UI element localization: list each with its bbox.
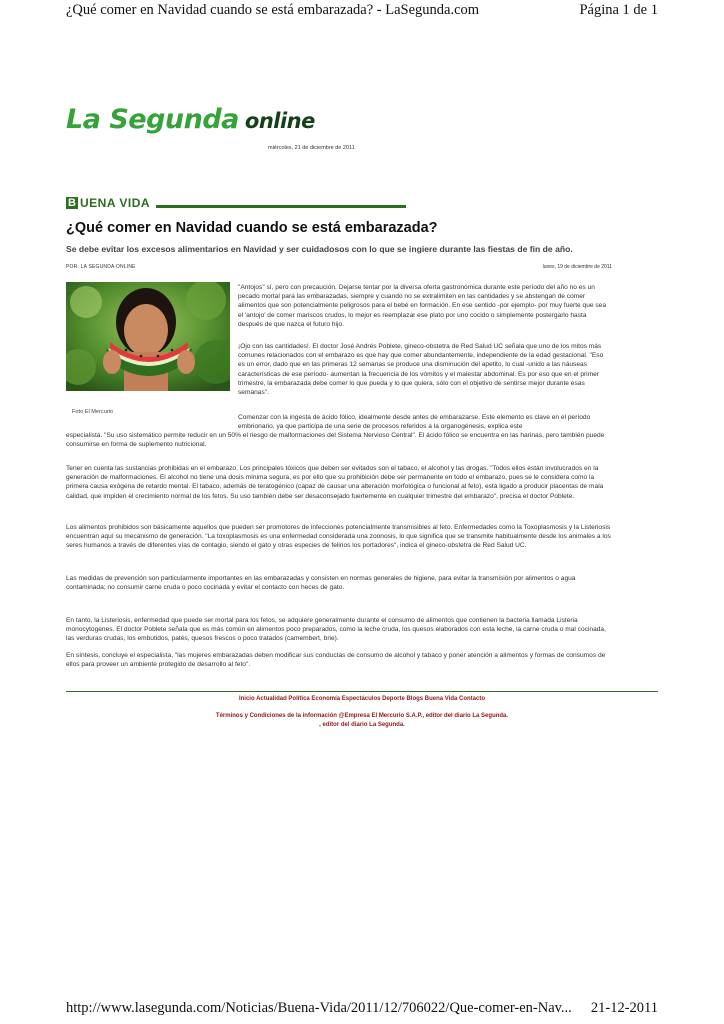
logo-suffix-text: online <box>244 109 315 133</box>
article-paragraph: Las medidas de prevención son particularmente importantes en las embarazadas y consisten en normas generales de higiene, para evitar la transmisión por alimentos o agua contaminada; no consumir carne cruda o poco cocinada y evitar el contacto con heces de gato. <box>66 575 576 592</box>
article-paragraph: especialista. "Su uso sistemático permite reducir en un 50% el riesgo de malformaciones del Sistema Nervioso Central". El ácido fólico se encuentra en las harinas, pero también puede consumirse en forma de suplemento nutricional. <box>66 432 605 449</box>
footer-nav-links[interactable]: Inicio Actualidad Política Economía Espectáculos Deporte Blogs Buena Vida Contacto <box>238 696 486 702</box>
section-name: UENA VIDA <box>80 196 151 210</box>
logo-main-text: La Segunda <box>66 104 239 135</box>
footer-terms <box>66 712 658 730</box>
article-paragraph: ¡Ojo con las cantidades!. El doctor José Andrés Poblete, gineco-obstetra de Red Salud UC señala que uno de los mitos más comunes relacionados con el embarazo es que hay que comer abundantemente, independiente de la edad gestacional. "Eso es un error, dado que en las primeras 12 semanas se produce una disminución del apetito, lo cual -unido a las náuseas características de ese período- aumentan la frecuencia de los vómitos y el malestar abdominal. Es por eso que en el primer trimestre, la embarazada debe comer lo que pueda y lo que quiera, sólo con el objetivo de sentirse mejor durante esas semanas". <box>238 343 604 397</box>
masthead-date: miércoles, 21 de diciembre de 2011 <box>268 145 355 151</box>
footer-divider <box>66 691 658 692</box>
article-paragraph: Tener en cuenta las sustancias prohibidas en el embarazo. Los principales tóxicos que deben ser evitados son el tabaco, el alcohol y las drogas. "Todos ellos están involucrados en la generación de malformaciones. El alcohol no tiene una dosis mínima segura, es por ello que su prohibición debe ser permanente en todo el embarazo, pues se le considera como la primera causa exógena de retardo mental. El tabaco, además de teratogénico (capaz de causar una alteración morfológica o funcional al feto), está ligado a producir placentas de mala calidad, que impiden el crecimiento normal de los fetos. Su uso también debe ser desaconsejado fuertemente en cualquier trimestre del embarazo", precisa el doctor Poblete. <box>66 465 604 500</box>
woman-eating-watermelon-image <box>66 282 230 391</box>
article-paragraph: Comenzar con la ingesta de ácido fólico, idealmente desde antes de embarazarse. Este elemento es clave en el período embrionario, ya que participa de una serie de procesos referidos a la organogénesis, explica este <box>238 414 591 431</box>
article-paragraph: Los alimentos prohibidos son básicamente aquellos que pueden ser promotores de infecciones potencialmente transmisibles al feto. Enfermedades como la Toxoplasmosis y la Listeriosis encuentran aquí su mecanismo de generación. "La toxoplasmosis es una enfermedad considerada una zoonosis, lo que significa que se transmite habitualmente desde los animales a los seres humanos a través de diferentes vías de contagio, siendo el gato y otras especies de felinos los portadores", indica el gineco-obstetra de Red Salud UC. <box>66 524 611 550</box>
photo-caption: Foto El Mercurio <box>72 409 114 415</box>
terms-line-1[interactable]: Términos y Condiciones de la información @Empresa El Mercurio S.A.P., editor del diario La Segunda. <box>215 713 509 719</box>
print-footer <box>66 1000 658 1020</box>
article-title: ¿Qué comer en Navidad cuando se está embarazada? <box>66 220 438 236</box>
article-byline <box>66 264 612 272</box>
article-paragraph: En síntesis, concluye el especialista, "las mujeres embarazadas deben modificar sus conductas de consumo de alcohol y tabaco y poner atención a alimentos y formas de consumos de ellos para proveer un ambiente protegido de desarrollo al feto". <box>66 652 606 669</box>
article-subtitle: Se debe evitar los excesos alimentarios en Navidad y ser cuidadosos con lo que se ingiere durante las fiestas de fin de año. <box>66 244 573 254</box>
byline-author: POR: LA SEGUNDA ONLINE <box>66 264 136 270</box>
site-logo[interactable] <box>66 104 315 135</box>
section-header <box>66 196 406 210</box>
print-header-page: Página 1 de 1 <box>579 2 658 18</box>
article-paragraph: En tanto, la Listeriosis, enfermedad que puede ser mortal para los fetos, se adquiere generalmente durante el consumo de alimentos que contienen la bacteria llamada Listeria monocytogenes. El doctor Poblete señala que es más común en alimentos poco preparados, como la leche cruda, los quesos elaborados con esta leche, la carne cruda o mal cocinada, las verduras crudas, los embutidos, patés, quesos frescos o poco tratados (camembert, brie). <box>66 617 606 643</box>
print-header <box>66 2 658 22</box>
byline-date: lunes, 19 de diciembre de 2011 <box>542 264 612 270</box>
section-initial: B <box>66 197 78 209</box>
print-footer-url: http://www.lasegunda.com/Noticias/Buena-Vida/2011/12/706022/Que-comer-en-Nav... <box>66 1000 572 1016</box>
print-header-title: ¿Qué comer en Navidad cuando se está embarazada? - LaSegunda.com <box>66 2 480 18</box>
section-underline <box>156 205 406 208</box>
article-photo <box>66 282 230 391</box>
terms-line-2: , editor del diario La Segunda. <box>319 722 405 728</box>
article-paragraph: "Antojos" sí, pero con precaución. Dejarse tentar por la diversa oferta gastronómica durante este período del año no es un pecado mortal para las embarazadas, siempre y cuando no se extralimiten en las cantidades y se abstengan de comer alimentos que son potencialmente peligrosos para el bebé en formación. En ese sentido -por ejemplo- por muy fuerte que sea el 'antojo' de comer mariscos crudos, lo mejor es reemplazar ese plato por uno cocido o simplemente postergarlo hasta después de que nazca el futuro hijo. <box>238 284 607 328</box>
print-footer-date: 21-12-2011 <box>590 1000 658 1016</box>
